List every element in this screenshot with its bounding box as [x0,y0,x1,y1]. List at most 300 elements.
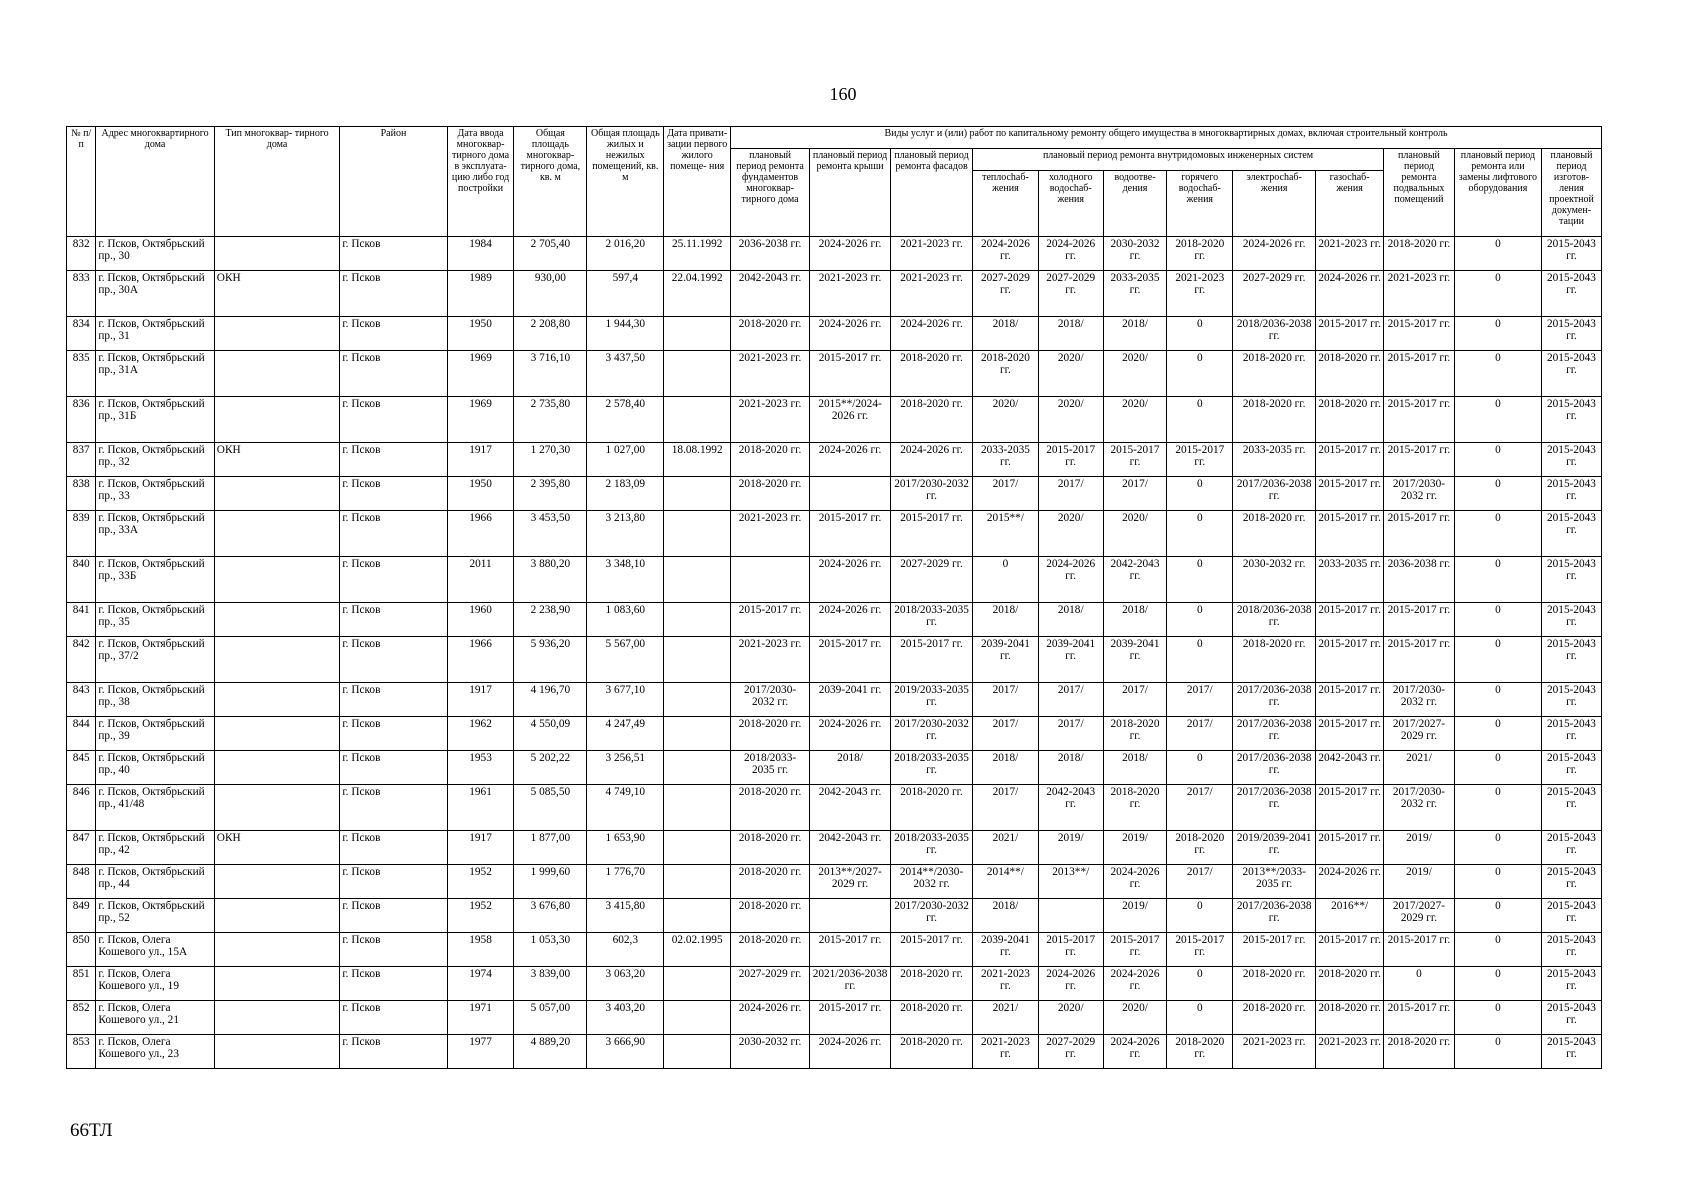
row-drainage: 2024-2026 гг. [1103,865,1167,899]
row-year: 1962 [447,717,514,751]
row-cold-water: 2018/ [1038,751,1103,785]
row-heating: 2017/ [973,683,1039,717]
row-type [214,603,340,637]
row-year: 1977 [447,1035,514,1069]
row-address: г. Псков, Октябрьский пр., 33 [96,477,214,511]
row-privatization-date: 25.11.1992 [664,237,731,271]
row-drainage: 2024-2026 гг. [1103,967,1167,1001]
row-gas: 2021-2023 гг. [1316,1035,1384,1069]
row-heating: 2039-2041 гг. [973,933,1039,967]
row-type [214,967,340,1001]
row-gas: 2018-2020 гг. [1316,1001,1384,1035]
row-foundation: 2027-2029 гг. [731,967,810,1001]
row-design-docs: 2015-2043 гг. [1541,443,1601,477]
row-hot-water: 2018-2020 гг. [1167,831,1233,865]
row-living-area: 3 256,51 [587,751,664,785]
row-year: 1917 [447,683,514,717]
row-electricity: 2017/2036-2038 гг. [1233,751,1316,785]
row-total-area: 2 395,80 [514,477,587,511]
row-design-docs: 2015-2043 гг. [1541,751,1601,785]
row-address: г. Псков, Октябрьский пр., 37/2 [96,637,214,683]
row-total-area: 2 705,40 [514,237,587,271]
header-no: № п/п [67,127,96,237]
row-total-area: 3 716,10 [514,351,587,397]
header-type: Тип многоквар- тирного дома [214,127,340,237]
row-facade: 2018-2020 гг. [891,1001,973,1035]
row-electricity: 2018-2020 гг. [1233,397,1316,443]
row-year: 2011 [447,557,514,603]
row-privatization-date [664,317,731,351]
row-drainage: 2015-2017 гг. [1103,443,1167,477]
row-elevator: 0 [1454,683,1541,717]
row-foundation: 2018-2020 гг. [731,865,810,899]
row-living-area: 602,3 [587,933,664,967]
row-facade: 2018-2020 гг. [891,397,973,443]
row-design-docs: 2015-2043 гг. [1541,785,1601,831]
row-hot-water: 2018-2020 гг. [1167,1035,1233,1069]
row-elevator: 0 [1454,1001,1541,1035]
row-basement: 2015-2017 гг. [1384,1001,1455,1035]
row-foundation: 2018-2020 гг. [731,933,810,967]
row-hot-water: 0 [1167,477,1233,511]
row-hot-water: 0 [1167,637,1233,683]
row-cold-water: 2013**/ [1038,865,1103,899]
table-row [67,237,1602,271]
row-privatization-date: 02.02.1995 [664,933,731,967]
row-living-area: 1 083,60 [587,603,664,637]
row-year: 1984 [447,237,514,271]
header-basement: плановый период ремонта подвальных помещений [1384,149,1455,237]
row-drainage: 2015-2017 гг. [1103,933,1167,967]
row-basement: 2036-2038 гг. [1384,557,1455,603]
row-drainage: 2020/ [1103,397,1167,443]
row-number: 842 [67,637,96,683]
row-total-area: 4 196,70 [514,683,587,717]
row-district: г. Псков [340,1001,447,1035]
row-cold-water: 2015-2017 гг. [1038,443,1103,477]
row-electricity: 2017/2036-2038 гг. [1233,683,1316,717]
row-foundation: 2042-2043 гг. [731,271,810,317]
row-electricity: 2015-2017 гг. [1233,933,1316,967]
row-total-area: 5 085,50 [514,785,587,831]
header-foundation: плановый период ремонта фундаментов многоквар- тирного дома [731,149,810,237]
row-heating: 2017/ [973,477,1039,511]
row-district: г. Псков [340,397,447,443]
row-facade: 2018-2020 гг. [891,785,973,831]
row-privatization-date: 22.04.1992 [664,271,731,317]
row-basement: 2017/2030-2032 гг. [1384,477,1455,511]
row-electricity: 2021-2023 гг. [1233,1035,1316,1069]
row-foundation: 2021-2023 гг. [731,397,810,443]
row-living-area: 3 213,80 [587,511,664,557]
row-elevator: 0 [1454,785,1541,831]
row-drainage: 2020/ [1103,351,1167,397]
row-district: г. Псков [340,351,447,397]
row-hot-water: 2015-2017 гг. [1167,443,1233,477]
row-number: 835 [67,351,96,397]
row-heating: 2039-2041 гг. [973,637,1039,683]
row-elevator: 0 [1454,351,1541,397]
row-roof: 2021-2023 гг. [810,271,891,317]
row-hot-water: 0 [1167,751,1233,785]
row-privatization-date [664,751,731,785]
row-design-docs: 2015-2043 гг. [1541,831,1601,865]
row-basement: 2018-2020 гг. [1384,1035,1455,1069]
row-facade: 2018-2020 гг. [891,967,973,1001]
row-gas: 2033-2035 гг. [1316,557,1384,603]
row-privatization-date: 18.08.1992 [664,443,731,477]
row-type [214,397,340,443]
table-row [67,271,1602,317]
table-row [67,683,1602,717]
table-row [67,397,1602,443]
row-number: 846 [67,785,96,831]
header-roof: плановый период ремонта крыши [810,149,891,237]
row-address: г. Псков, Октябрьский пр., 42 [96,831,214,865]
row-foundation: 2018-2020 гг. [731,477,810,511]
row-heating: 2014**/ [973,865,1039,899]
row-type [214,237,340,271]
row-heating: 2018-2020 гг. [973,351,1039,397]
row-drainage: 2042-2043 гг. [1103,557,1167,603]
row-total-area: 3 839,00 [514,967,587,1001]
row-type: ОКН [214,271,340,317]
row-privatization-date [664,717,731,751]
row-district: г. Псков [340,899,447,933]
row-total-area: 1 877,00 [514,831,587,865]
row-gas: 2015-2017 гг. [1316,603,1384,637]
row-drainage: 2018-2020 гг. [1103,785,1167,831]
row-address: г. Псков, Октябрьский пр., 31 [96,317,214,351]
row-drainage: 2019/ [1103,831,1167,865]
table-row [67,865,1602,899]
row-gas: 2015-2017 гг. [1316,317,1384,351]
row-living-area: 3 437,50 [587,351,664,397]
row-living-area: 2 183,09 [587,477,664,511]
row-foundation: 2015-2017 гг. [731,603,810,637]
row-facade: 2017/2030-2032 гг. [891,477,973,511]
row-roof: 2024-2026 гг. [810,237,891,271]
row-elevator: 0 [1454,1035,1541,1069]
row-electricity: 2024-2026 гг. [1233,237,1316,271]
row-gas: 2018-2020 гг. [1316,351,1384,397]
row-hot-water: 0 [1167,317,1233,351]
row-number: 850 [67,933,96,967]
row-type [214,317,340,351]
row-cold-water: 2018/ [1038,603,1103,637]
row-electricity: 2033-2035 гг. [1233,443,1316,477]
row-heating: 0 [973,557,1039,603]
row-district: г. Псков [340,443,447,477]
row-design-docs: 2015-2043 гг. [1541,317,1601,351]
row-year: 1989 [447,271,514,317]
header-facade: плановый период ремонта фасадов [891,149,973,237]
row-year: 1950 [447,477,514,511]
row-drainage: 2020/ [1103,511,1167,557]
row-drainage: 2020/ [1103,1001,1167,1035]
row-facade: 2017/2030-2032 гг. [891,899,973,933]
footer-code: 66ТЛ [70,1120,113,1141]
row-basement: 2017/2027-2029 гг. [1384,899,1455,933]
row-type [214,511,340,557]
header-total-area: Общая площадь многоквар- тирного дома, кв. м [514,127,587,237]
row-year: 1917 [447,443,514,477]
row-district: г. Псков [340,683,447,717]
row-living-area: 2 016,20 [587,237,664,271]
row-number: 833 [67,271,96,317]
row-address: г. Псков, Октябрьский пр., 52 [96,899,214,933]
row-foundation: 2018-2020 гг. [731,443,810,477]
row-type [214,717,340,751]
row-design-docs: 2015-2043 гг. [1541,933,1601,967]
row-drainage: 2017/ [1103,683,1167,717]
row-roof: 2024-2026 гг. [810,1035,891,1069]
row-roof: 2018/ [810,751,891,785]
row-facade: 2014**/2030-2032 гг. [891,865,973,899]
row-number: 853 [67,1035,96,1069]
row-address: г. Псков, Октябрьский пр., 31Б [96,397,214,443]
row-hot-water: 2017/ [1167,785,1233,831]
row-heating: 2033-2035 гг. [973,443,1039,477]
row-address: г. Псков, Октябрьский пр., 32 [96,443,214,477]
row-design-docs: 2015-2043 гг. [1541,1035,1601,1069]
row-cold-water: 2027-2029 гг. [1038,271,1103,317]
row-number: 851 [67,967,96,1001]
header-heating: теплосhаб- жения [973,171,1039,237]
row-district: г. Псков [340,967,447,1001]
row-cold-water: 2020/ [1038,1001,1103,1035]
row-electricity: 2017/2036-2038 гг. [1233,477,1316,511]
row-living-area: 1 653,90 [587,831,664,865]
row-address: г. Псков, Октябрьский пр., 31А [96,351,214,397]
row-electricity: 2018-2020 гг. [1233,637,1316,683]
row-foundation: 2021-2023 гг. [731,637,810,683]
row-foundation: 2017/2030-2032 гг. [731,683,810,717]
row-roof: 2015**/2024-2026 гг. [810,397,891,443]
row-roof: 2015-2017 гг. [810,351,891,397]
row-district: г. Псков [340,637,447,683]
row-electricity: 2018-2020 гг. [1233,967,1316,1001]
row-hot-water: 2018-2020 гг. [1167,237,1233,271]
row-elevator: 0 [1454,899,1541,933]
row-number: 839 [67,511,96,557]
row-hot-water: 0 [1167,351,1233,397]
row-design-docs: 2015-2043 гг. [1541,351,1601,397]
row-heating: 2021-2023 гг. [973,967,1039,1001]
row-roof: 2024-2026 гг. [810,603,891,637]
row-hot-water: 2021-2023 гг. [1167,271,1233,317]
row-basement: 2015-2017 гг. [1384,511,1455,557]
header-elevator: плановый период ремонта или замены лифтового оборудования [1454,149,1541,237]
row-heating: 2018/ [973,603,1039,637]
row-elevator: 0 [1454,477,1541,511]
header-cold-water: холодного водосhаб- жения [1038,171,1103,237]
row-year: 1971 [447,1001,514,1035]
row-address: г. Псков, Олега Кошевого ул., 21 [96,1001,214,1035]
row-electricity: 2018/2036-2038 гг. [1233,317,1316,351]
row-district: г. Псков [340,717,447,751]
row-number: 837 [67,443,96,477]
row-roof: 2013**/2027-2029 гг. [810,865,891,899]
repair-schedule-table [66,126,1602,1069]
row-privatization-date [664,865,731,899]
row-gas: 2015-2017 гг. [1316,443,1384,477]
row-drainage: 2030-2032 гг. [1103,237,1167,271]
table-row [67,751,1602,785]
row-design-docs: 2015-2043 гг. [1541,557,1601,603]
row-address: г. Псков, Октябрьский пр., 41/48 [96,785,214,831]
row-type [214,785,340,831]
header-works-group: Виды услуг и (или) работ по капитальному ремонту общего имущества в многоквартирных домах, включая строительный контроль [731,127,1602,149]
row-foundation: 2018-2020 гг. [731,899,810,933]
row-privatization-date [664,1035,731,1069]
row-year: 1966 [447,637,514,683]
row-electricity: 2018-2020 гг. [1233,1001,1316,1035]
row-facade: 2024-2026 гг. [891,443,973,477]
row-drainage: 2018/ [1103,317,1167,351]
row-district: г. Псков [340,831,447,865]
row-facade: 2027-2029 гг. [891,557,973,603]
row-heating: 2017/ [973,717,1039,751]
row-living-area: 2 578,40 [587,397,664,443]
row-design-docs: 2015-2043 гг. [1541,967,1601,1001]
row-roof: 2021/2036-2038 гг. [810,967,891,1001]
row-drainage: 2033-2035 гг. [1103,271,1167,317]
row-address: г. Псков, Олега Кошевого ул., 23 [96,1035,214,1069]
row-design-docs: 2015-2043 гг. [1541,397,1601,443]
row-design-docs: 2015-2043 гг. [1541,603,1601,637]
row-privatization-date [664,967,731,1001]
row-district: г. Псков [340,511,447,557]
row-facade: 2019/2033-2035 гг. [891,683,973,717]
row-cold-water: 2024-2026 гг. [1038,967,1103,1001]
row-roof: 2024-2026 гг. [810,557,891,603]
row-hot-water: 0 [1167,899,1233,933]
row-design-docs: 2015-2043 гг. [1541,717,1601,751]
row-cold-water: 2042-2043 гг. [1038,785,1103,831]
row-heating: 2017/ [973,785,1039,831]
row-design-docs: 2015-2043 гг. [1541,899,1601,933]
row-cold-water: 2027-2029 гг. [1038,1035,1103,1069]
header-commission-date: Дата ввода многоквар- тирного дома в эксплуата- цию либо год постройки [447,127,514,237]
row-foundation: 2018-2020 гг. [731,785,810,831]
row-district: г. Псков [340,271,447,317]
table-row [67,785,1602,831]
row-roof: 2024-2026 гг. [810,717,891,751]
header-living-area: Общая площадь жилых и нежилых помещений, кв. м [587,127,664,237]
row-address: г. Псков, Октябрьский пр., 39 [96,717,214,751]
row-type [214,683,340,717]
row-cold-water: 2017/ [1038,477,1103,511]
row-heating: 2020/ [973,397,1039,443]
row-drainage: 2019/ [1103,899,1167,933]
row-total-area: 5 202,22 [514,751,587,785]
page-number: 160 [829,84,857,104]
row-address: г. Псков, Октябрьский пр., 30 [96,237,214,271]
table-row [67,637,1602,683]
header-privatization-date: Дата привати- зации первого жилого помеще- ния [664,127,731,237]
row-drainage: 2039-2041 гг. [1103,637,1167,683]
row-type [214,637,340,683]
row-privatization-date [664,351,731,397]
row-design-docs: 2015-2043 гг. [1541,865,1601,899]
row-address: г. Псков, Октябрьский пр., 38 [96,683,214,717]
row-basement: 2015-2017 гг. [1384,637,1455,683]
row-elevator: 0 [1454,397,1541,443]
row-type [214,751,340,785]
row-cold-water: 2018/ [1038,317,1103,351]
row-facade: 2017/2030-2032 гг. [891,717,973,751]
row-number: 834 [67,317,96,351]
row-address: г. Псков, Октябрьский пр., 30А [96,271,214,317]
row-year: 1952 [447,899,514,933]
row-living-area: 3 348,10 [587,557,664,603]
row-living-area: 3 666,90 [587,1035,664,1069]
row-hot-water: 2017/ [1167,717,1233,751]
row-living-area: 1 027,00 [587,443,664,477]
row-number: 832 [67,237,96,271]
row-facade: 2021-2023 гг. [891,271,973,317]
row-facade: 2024-2026 гг. [891,317,973,351]
row-type [214,557,340,603]
row-facade: 2015-2017 гг. [891,637,973,683]
header-gas: газосhаб- жения [1316,171,1384,237]
row-total-area: 3 676,80 [514,899,587,933]
row-year: 1960 [447,603,514,637]
row-privatization-date [664,477,731,511]
row-number: 843 [67,683,96,717]
row-hot-water: 0 [1167,1001,1233,1035]
row-elevator: 0 [1454,511,1541,557]
row-address: г. Псков, Олега Кошевого ул., 19 [96,967,214,1001]
row-privatization-date [664,397,731,443]
row-district: г. Псков [340,865,447,899]
row-basement: 2017/2027-2029 гг. [1384,717,1455,751]
row-cold-water: 2020/ [1038,511,1103,557]
row-year: 1966 [447,511,514,557]
row-living-area: 597,4 [587,271,664,317]
row-electricity: 2018-2020 гг. [1233,351,1316,397]
row-gas: 2015-2017 гг. [1316,511,1384,557]
row-gas: 2015-2017 гг. [1316,683,1384,717]
row-heating: 2021/ [973,831,1039,865]
row-type [214,865,340,899]
row-total-area: 1 999,60 [514,865,587,899]
row-total-area: 3 880,20 [514,557,587,603]
row-type [214,351,340,397]
row-electricity: 2019/2039-2041 гг. [1233,831,1316,865]
header-engineering-group: плановый период ремонта внутридомовых инженерных систем [973,149,1384,171]
row-design-docs: 2015-2043 гг. [1541,637,1601,683]
table-row [67,831,1602,865]
row-cold-water: 2017/ [1038,717,1103,751]
row-foundation [731,557,810,603]
row-hot-water: 2017/ [1167,683,1233,717]
row-living-area: 5 567,00 [587,637,664,683]
row-facade: 2021-2023 гг. [891,237,973,271]
table-row [67,351,1602,397]
table-row [67,933,1602,967]
row-address: г. Псков, Олега Кошевого ул., 15А [96,933,214,967]
row-foundation: 2024-2026 гг. [731,1001,810,1035]
row-total-area: 2 208,80 [514,317,587,351]
row-roof [810,899,891,933]
row-hot-water: 0 [1167,397,1233,443]
row-total-area: 930,00 [514,271,587,317]
table-row [67,967,1602,1001]
row-address: г. Псков, Октябрьский пр., 33А [96,511,214,557]
row-heating: 2027-2029 гг. [973,271,1039,317]
